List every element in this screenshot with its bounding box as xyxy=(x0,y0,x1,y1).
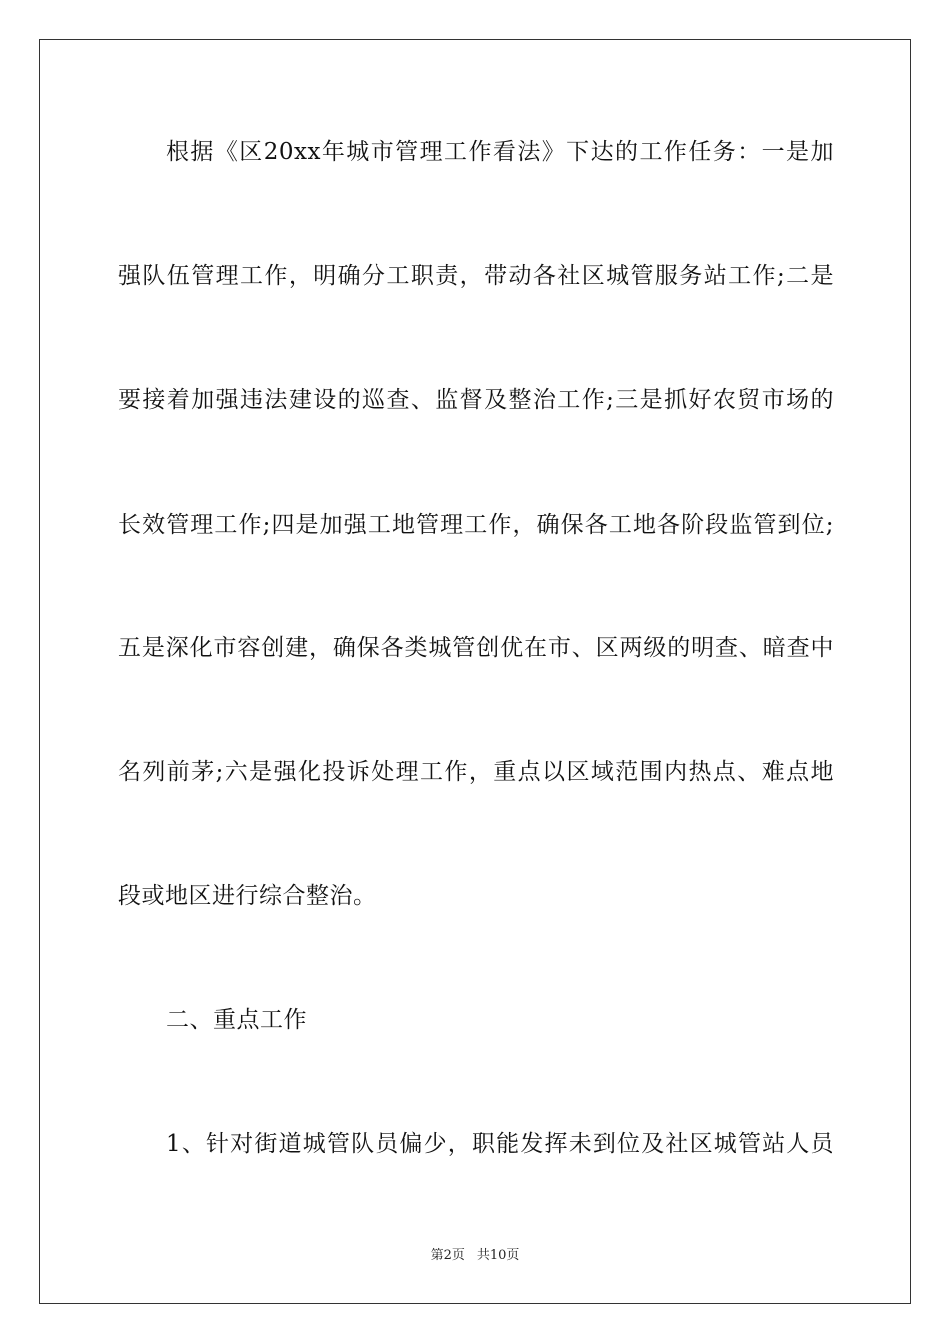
paragraph-line-3: 要接着加强违法建设的巡查、监督及整治工作;三是抓好农贸市场的 xyxy=(118,387,834,413)
paragraph-line-4: 长效管理工作;四是加强工地管理工作，确保各工地各阶段监管到位; xyxy=(118,512,834,538)
page-border xyxy=(39,39,911,1304)
page-total: 共10页 xyxy=(476,1248,520,1263)
paragraph-line-7: 段或地区进行综合整治。 xyxy=(118,883,377,909)
section-heading: 二、重点工作 xyxy=(166,1007,307,1033)
paragraph-line-2: 强队伍管理工作，明确分工职责，带动各社区城管服务站工作;二是 xyxy=(118,263,834,289)
page-footer xyxy=(0,1247,950,1265)
paragraph-line-1: 根据《区20xx年城市管理工作看法》下达的工作任务：一是加 xyxy=(166,139,834,165)
paragraph-line-6: 名列前茅;六是强化投诉处理工作，重点以区域范围内热点、难点地 xyxy=(118,759,834,785)
page-number: 第2页 xyxy=(430,1248,465,1263)
paragraph-line-5: 五是深化市容创建，确保各类城管创优在市、区两级的明查、暗查中 xyxy=(118,635,834,661)
item-1-line: 1、针对街道城管队员偏少，职能发挥未到位及社区城管站人员 xyxy=(166,1131,834,1157)
